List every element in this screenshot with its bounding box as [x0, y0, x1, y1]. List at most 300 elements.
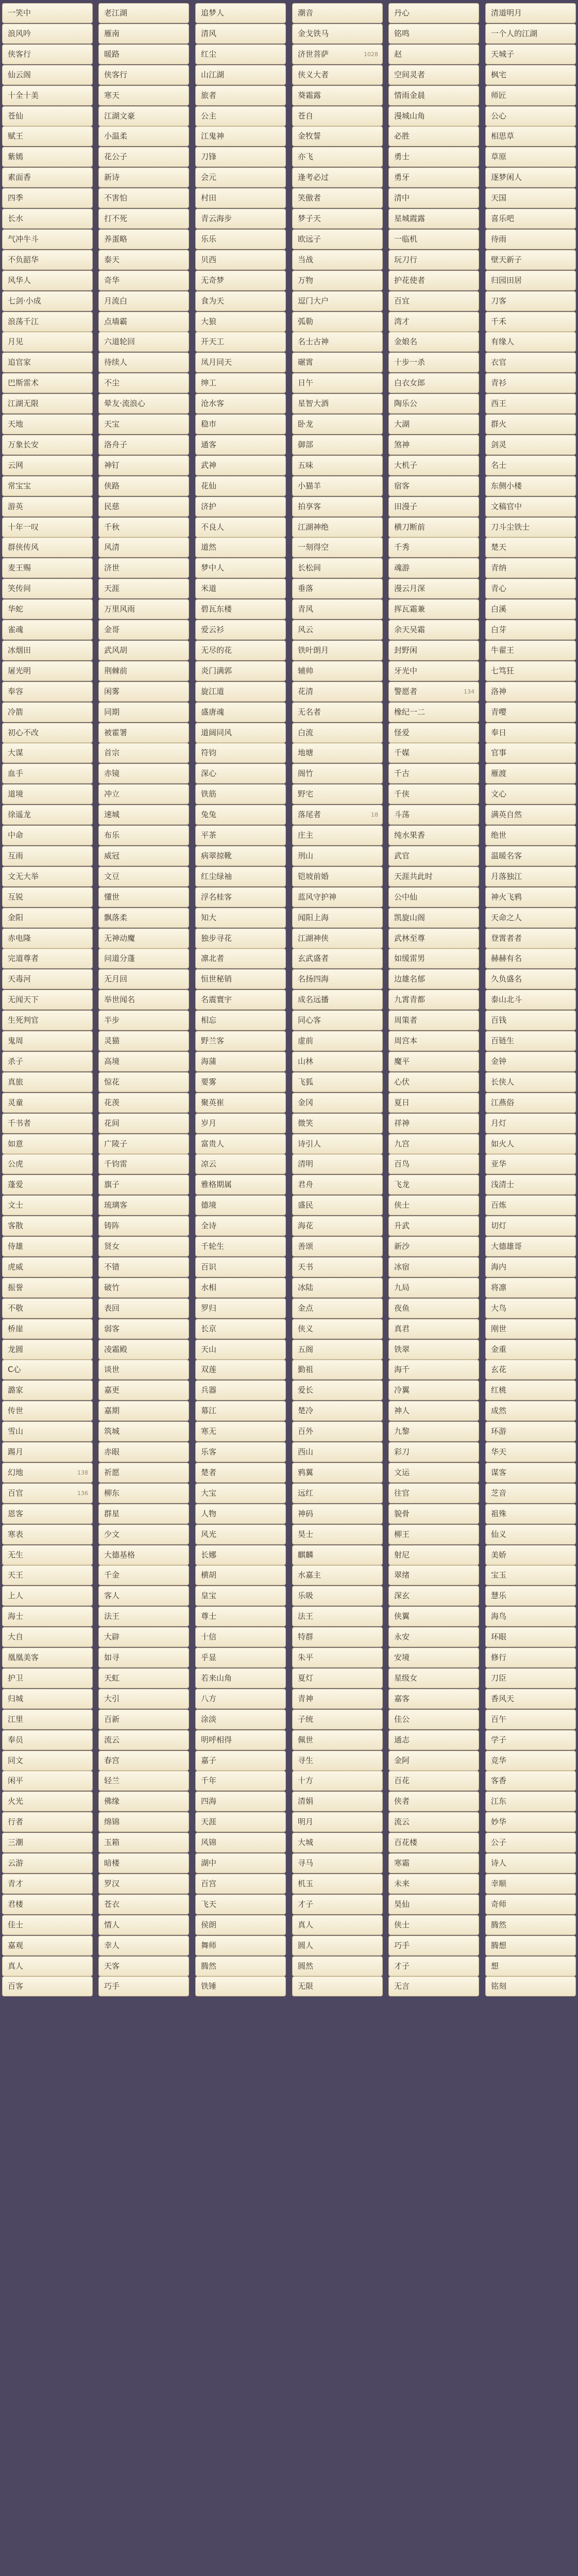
tag-item[interactable]	[195, 332, 286, 352]
tag-item[interactable]	[388, 44, 479, 64]
tag-item[interactable]	[98, 1401, 189, 1421]
tag-item[interactable]	[388, 373, 479, 393]
tag-item[interactable]	[485, 373, 576, 393]
tag-item[interactable]	[485, 229, 576, 249]
tag-item[interactable]	[485, 1113, 576, 1133]
tag-item[interactable]	[485, 1421, 576, 1442]
tag-item[interactable]	[2, 1442, 93, 1462]
tag-item[interactable]	[485, 394, 576, 414]
tag-item[interactable]	[485, 1853, 576, 1873]
tag-item[interactable]	[485, 990, 576, 1010]
tag-item[interactable]	[388, 1278, 479, 1298]
tag-item[interactable]	[388, 640, 479, 660]
tag-item[interactable]	[292, 579, 383, 599]
tag-item[interactable]	[2, 1606, 93, 1626]
tag-item[interactable]	[2, 1853, 93, 1873]
tag-item[interactable]	[485, 1483, 576, 1503]
tag-item[interactable]	[98, 1298, 189, 1318]
tag-item[interactable]	[98, 537, 189, 557]
tag-item[interactable]	[485, 3, 576, 23]
tag-item[interactable]	[292, 1401, 383, 1421]
tag-item[interactable]	[195, 1175, 286, 1195]
tag-item[interactable]	[485, 1627, 576, 1647]
tag-item[interactable]	[388, 250, 479, 270]
tag-item[interactable]	[485, 435, 576, 455]
tag-item[interactable]	[2, 805, 93, 825]
tag-item[interactable]	[2, 312, 93, 332]
tag-item[interactable]	[2, 661, 93, 681]
tag-item[interactable]	[195, 1195, 286, 1215]
tag-item[interactable]	[388, 332, 479, 352]
tag-item[interactable]	[292, 1236, 383, 1257]
tag-item[interactable]	[388, 86, 479, 106]
tag-item[interactable]	[485, 1319, 576, 1339]
tag-item[interactable]	[2, 1421, 93, 1442]
tag-item[interactable]	[2, 1751, 93, 1771]
tag-item[interactable]	[2, 394, 93, 414]
tag-item[interactable]	[388, 846, 479, 866]
tag-item[interactable]	[98, 1936, 189, 1956]
tag-item[interactable]	[195, 167, 286, 188]
tag-item[interactable]	[485, 723, 576, 743]
tag-item[interactable]	[2, 497, 93, 517]
tag-item[interactable]	[98, 3, 189, 23]
tag-item[interactable]	[195, 517, 286, 537]
tag-item[interactable]	[2, 167, 93, 188]
tag-item[interactable]	[485, 1874, 576, 1894]
tag-item[interactable]	[485, 1709, 576, 1730]
tag-item[interactable]	[195, 558, 286, 578]
tag-item[interactable]	[195, 887, 286, 907]
tag-item[interactable]	[2, 784, 93, 804]
tag-item[interactable]	[388, 1483, 479, 1503]
tag-item[interactable]	[2, 928, 93, 948]
tag-item[interactable]	[2, 990, 93, 1010]
tag-item[interactable]	[98, 1175, 189, 1195]
tag-item[interactable]	[98, 1216, 189, 1236]
tag-item[interactable]	[292, 620, 383, 640]
tag-item[interactable]	[195, 1031, 286, 1051]
tag-item[interactable]	[98, 1524, 189, 1545]
tag-item[interactable]	[195, 1730, 286, 1750]
tag-item[interactable]	[98, 1113, 189, 1133]
tag-item[interactable]	[292, 1976, 383, 1996]
tag-item[interactable]	[98, 723, 189, 743]
tag-item[interactable]	[292, 1730, 383, 1750]
tag-item[interactable]	[388, 1175, 479, 1195]
tag-item[interactable]	[485, 1463, 576, 1483]
tag-item[interactable]	[2, 1709, 93, 1730]
tag-item[interactable]	[195, 990, 286, 1010]
tag-item[interactable]	[98, 1648, 189, 1668]
tag-item[interactable]	[2, 1689, 93, 1709]
tag-item[interactable]	[292, 188, 383, 208]
tag-item[interactable]	[195, 640, 286, 660]
tag-item[interactable]	[388, 106, 479, 126]
tag-item[interactable]	[195, 908, 286, 928]
tag-item[interactable]	[2, 1340, 93, 1360]
tag-item[interactable]	[292, 825, 383, 845]
tag-item[interactable]	[98, 332, 189, 352]
tag-item[interactable]	[98, 497, 189, 517]
tag-item[interactable]	[292, 1072, 383, 1092]
tag-item[interactable]	[2, 682, 93, 702]
tag-item[interactable]	[485, 1052, 576, 1072]
tag-item[interactable]	[195, 147, 286, 167]
tag-item[interactable]	[388, 1504, 479, 1524]
tag-item[interactable]	[485, 86, 576, 106]
tag-item[interactable]	[98, 1442, 189, 1462]
tag-item[interactable]	[292, 250, 383, 270]
tag-item[interactable]	[485, 1072, 576, 1092]
tag-item[interactable]	[98, 1771, 189, 1791]
tag-item[interactable]	[2, 948, 93, 969]
tag-item[interactable]	[195, 229, 286, 249]
tag-item[interactable]	[292, 1627, 383, 1647]
tag-item[interactable]	[485, 455, 576, 476]
tag-item[interactable]	[98, 352, 189, 372]
tag-item[interactable]	[485, 1689, 576, 1709]
tag-item[interactable]	[388, 455, 479, 476]
tag-item[interactable]	[98, 908, 189, 928]
tag-item[interactable]	[98, 455, 189, 476]
tag-item[interactable]	[2, 558, 93, 578]
tag-item[interactable]	[292, 332, 383, 352]
tag-item[interactable]	[292, 167, 383, 188]
tag-item[interactable]	[485, 1524, 576, 1545]
tag-item[interactable]	[388, 229, 479, 249]
tag-item[interactable]	[2, 332, 93, 352]
tag-item[interactable]	[292, 1668, 383, 1688]
tag-item[interactable]	[195, 1668, 286, 1688]
tag-item[interactable]	[292, 1853, 383, 1873]
tag-item[interactable]	[195, 1586, 286, 1606]
tag-item[interactable]	[388, 1833, 479, 1853]
tag-item[interactable]	[292, 1154, 383, 1174]
tag-item[interactable]	[388, 723, 479, 743]
tag-item[interactable]	[98, 44, 189, 64]
tag-item[interactable]	[2, 1648, 93, 1668]
tag-item[interactable]	[98, 764, 189, 784]
tag-item[interactable]	[2, 1730, 93, 1750]
tag-item[interactable]	[2, 1771, 93, 1791]
tag-item[interactable]	[292, 537, 383, 557]
tag-item[interactable]	[485, 312, 576, 332]
tag-item[interactable]	[195, 1072, 286, 1092]
tag-item[interactable]	[98, 517, 189, 537]
tag-item[interactable]	[485, 1401, 576, 1421]
tag-item[interactable]	[98, 1010, 189, 1030]
tag-item[interactable]	[388, 1421, 479, 1442]
tag-item[interactable]	[2, 1298, 93, 1318]
tag-item[interactable]	[2, 147, 93, 167]
tag-item[interactable]	[98, 1709, 189, 1730]
tag-item[interactable]	[388, 1730, 479, 1750]
tag-item[interactable]	[2, 1010, 93, 1030]
tag-item[interactable]	[2, 1175, 93, 1195]
tag-item[interactable]	[388, 1668, 479, 1688]
tag-item[interactable]	[388, 537, 479, 557]
tag-item[interactable]	[195, 373, 286, 393]
tag-item[interactable]	[485, 1751, 576, 1771]
tag-item[interactable]	[292, 1360, 383, 1380]
tag-item[interactable]	[195, 1340, 286, 1360]
tag-item[interactable]	[195, 1812, 286, 1832]
tag-item[interactable]	[485, 908, 576, 928]
tag-item[interactable]	[485, 250, 576, 270]
tag-item[interactable]	[388, 1545, 479, 1565]
tag-item[interactable]	[388, 435, 479, 455]
tag-item[interactable]	[195, 1606, 286, 1626]
tag-item[interactable]	[195, 1709, 286, 1730]
tag-item[interactable]	[2, 65, 93, 85]
tag-item[interactable]	[485, 1976, 576, 1996]
tag-item[interactable]	[292, 435, 383, 455]
tag-item[interactable]	[2, 1791, 93, 1811]
tag-item[interactable]	[485, 1956, 576, 1976]
tag-item[interactable]	[388, 661, 479, 681]
tag-item[interactable]	[485, 1504, 576, 1524]
tag-item[interactable]	[485, 517, 576, 537]
tag-item[interactable]	[292, 147, 383, 167]
tag-item[interactable]	[292, 1606, 383, 1626]
tag-item[interactable]	[485, 764, 576, 784]
tag-item[interactable]	[292, 517, 383, 537]
tag-item[interactable]	[2, 1463, 93, 1483]
tag-item[interactable]	[485, 1010, 576, 1030]
tag-item[interactable]	[292, 373, 383, 393]
tag-item[interactable]	[195, 1113, 286, 1133]
tag-item[interactable]	[195, 1771, 286, 1791]
tag-item[interactable]	[388, 908, 479, 928]
tag-item[interactable]	[2, 1586, 93, 1606]
tag-item[interactable]	[2, 640, 93, 660]
tag-item[interactable]	[388, 743, 479, 763]
tag-item[interactable]	[292, 1894, 383, 1914]
tag-item[interactable]	[388, 1627, 479, 1647]
tag-item[interactable]	[2, 743, 93, 763]
tag-item[interactable]	[292, 1648, 383, 1668]
tag-item[interactable]	[2, 908, 93, 928]
tag-item[interactable]	[388, 65, 479, 85]
tag-item[interactable]	[485, 414, 576, 434]
tag-item[interactable]	[98, 394, 189, 414]
tag-item[interactable]	[98, 1606, 189, 1626]
tag-item[interactable]	[2, 1154, 93, 1174]
tag-item[interactable]	[485, 1936, 576, 1956]
tag-item[interactable]	[195, 497, 286, 517]
tag-item[interactable]	[388, 682, 479, 702]
tag-item[interactable]	[195, 3, 286, 23]
tag-item[interactable]	[292, 86, 383, 106]
tag-item[interactable]	[195, 702, 286, 722]
tag-item[interactable]	[2, 702, 93, 722]
tag-item[interactable]	[388, 414, 479, 434]
tag-item[interactable]	[485, 1648, 576, 1668]
tag-item[interactable]	[292, 24, 383, 44]
tag-item[interactable]	[388, 928, 479, 948]
tag-item[interactable]	[98, 1915, 189, 1935]
tag-item[interactable]	[195, 743, 286, 763]
tag-item[interactable]	[98, 928, 189, 948]
tag-item[interactable]	[292, 784, 383, 804]
tag-item[interactable]	[195, 579, 286, 599]
tag-item[interactable]	[98, 1093, 189, 1113]
tag-item[interactable]	[388, 1072, 479, 1092]
tag-item[interactable]	[485, 1154, 576, 1174]
tag-item[interactable]	[292, 1483, 383, 1503]
tag-item[interactable]	[98, 373, 189, 393]
tag-item[interactable]	[2, 1401, 93, 1421]
tag-item[interactable]	[388, 1257, 479, 1277]
tag-item[interactable]	[195, 1791, 286, 1811]
tag-item[interactable]	[195, 537, 286, 557]
tag-item[interactable]	[98, 702, 189, 722]
tag-item[interactable]	[98, 1853, 189, 1873]
tag-item[interactable]	[485, 291, 576, 311]
tag-item[interactable]	[485, 1031, 576, 1051]
tag-item[interactable]	[485, 1093, 576, 1113]
tag-item[interactable]	[195, 1052, 286, 1072]
tag-item[interactable]	[2, 106, 93, 126]
tag-item[interactable]	[2, 537, 93, 557]
tag-item[interactable]	[388, 1010, 479, 1030]
tag-item[interactable]	[98, 743, 189, 763]
tag-item[interactable]	[2, 1833, 93, 1853]
tag-item[interactable]	[292, 270, 383, 291]
tag-item[interactable]	[485, 352, 576, 372]
tag-item[interactable]	[98, 229, 189, 249]
tag-item[interactable]	[2, 1483, 93, 1503]
tag-item[interactable]	[292, 394, 383, 414]
tag-item[interactable]	[195, 106, 286, 126]
tag-item[interactable]	[195, 24, 286, 44]
tag-item[interactable]	[485, 1298, 576, 1318]
tag-item[interactable]	[292, 1134, 383, 1154]
tag-item[interactable]	[292, 497, 383, 517]
tag-item[interactable]	[195, 291, 286, 311]
tag-item[interactable]	[292, 558, 383, 578]
tag-item[interactable]	[195, 1751, 286, 1771]
tag-item[interactable]	[98, 1976, 189, 1996]
tag-item[interactable]	[485, 1175, 576, 1195]
tag-item[interactable]	[98, 1195, 189, 1215]
tag-item[interactable]	[292, 1052, 383, 1072]
tag-item[interactable]	[485, 1833, 576, 1853]
tag-item[interactable]	[292, 1216, 383, 1236]
tag-item[interactable]	[98, 558, 189, 578]
tag-item[interactable]	[485, 1586, 576, 1606]
tag-item[interactable]	[195, 455, 286, 476]
tag-item[interactable]	[292, 1113, 383, 1133]
tag-item[interactable]	[388, 1936, 479, 1956]
tag-item[interactable]	[292, 702, 383, 722]
tag-item[interactable]	[2, 1894, 93, 1914]
tag-item[interactable]	[195, 1010, 286, 1030]
tag-item[interactable]	[388, 1956, 479, 1976]
tag-item[interactable]	[195, 928, 286, 948]
tag-item[interactable]	[195, 1216, 286, 1236]
tag-item[interactable]	[485, 1442, 576, 1462]
tag-item[interactable]	[2, 1052, 93, 1072]
tag-item[interactable]	[2, 846, 93, 866]
tag-item[interactable]	[485, 167, 576, 188]
tag-item[interactable]	[98, 1031, 189, 1051]
tag-item[interactable]	[98, 1134, 189, 1154]
tag-item[interactable]	[195, 1380, 286, 1400]
tag-item[interactable]	[2, 1257, 93, 1277]
tag-item[interactable]	[98, 1257, 189, 1277]
tag-item[interactable]	[2, 1113, 93, 1133]
tag-item[interactable]	[98, 1504, 189, 1524]
tag-item[interactable]	[292, 1463, 383, 1483]
tag-item[interactable]	[485, 537, 576, 557]
tag-item[interactable]	[485, 682, 576, 702]
tag-item[interactable]	[98, 414, 189, 434]
tag-item[interactable]	[292, 1833, 383, 1853]
tag-item[interactable]	[2, 887, 93, 907]
tag-item[interactable]	[388, 1093, 479, 1113]
tag-item[interactable]	[485, 702, 576, 722]
tag-item[interactable]	[2, 1668, 93, 1688]
tag-item[interactable]	[485, 106, 576, 126]
tag-item[interactable]	[2, 1504, 93, 1524]
tag-item[interactable]	[292, 1751, 383, 1771]
tag-item[interactable]	[388, 209, 479, 229]
tag-item[interactable]	[292, 1298, 383, 1318]
tag-item[interactable]	[195, 1154, 286, 1174]
tag-item[interactable]	[485, 599, 576, 619]
tag-item[interactable]	[195, 1401, 286, 1421]
tag-item[interactable]	[2, 1936, 93, 1956]
tag-item[interactable]	[292, 661, 383, 681]
tag-item[interactable]	[388, 312, 479, 332]
tag-item[interactable]	[2, 1134, 93, 1154]
tag-item[interactable]	[388, 948, 479, 969]
tag-item[interactable]	[485, 1195, 576, 1215]
tag-item[interactable]	[388, 3, 479, 23]
tag-item[interactable]	[2, 209, 93, 229]
tag-item[interactable]	[292, 476, 383, 496]
tag-item[interactable]	[292, 1380, 383, 1400]
tag-item[interactable]	[388, 1319, 479, 1339]
tag-item[interactable]	[388, 1154, 479, 1174]
tag-item[interactable]	[388, 620, 479, 640]
tag-item[interactable]	[485, 1668, 576, 1688]
tag-item[interactable]	[485, 1565, 576, 1585]
tag-item[interactable]	[2, 867, 93, 887]
tag-item[interactable]	[388, 24, 479, 44]
tag-item[interactable]	[485, 1812, 576, 1832]
tag-item[interactable]	[388, 1442, 479, 1462]
tag-item[interactable]	[388, 1298, 479, 1318]
tag-item[interactable]	[98, 435, 189, 455]
tag-item[interactable]	[485, 65, 576, 85]
tag-item[interactable]	[388, 1894, 479, 1914]
tag-item[interactable]	[2, 1380, 93, 1400]
tag-item[interactable]	[2, 44, 93, 64]
tag-item[interactable]	[195, 661, 286, 681]
tag-item[interactable]	[292, 867, 383, 887]
tag-item[interactable]	[485, 620, 576, 640]
tag-item[interactable]	[98, 126, 189, 146]
tag-item[interactable]	[2, 250, 93, 270]
tag-item[interactable]	[195, 784, 286, 804]
tag-item[interactable]	[98, 250, 189, 270]
tag-item[interactable]	[388, 558, 479, 578]
tag-item[interactable]	[388, 517, 479, 537]
tag-item[interactable]	[388, 867, 479, 887]
